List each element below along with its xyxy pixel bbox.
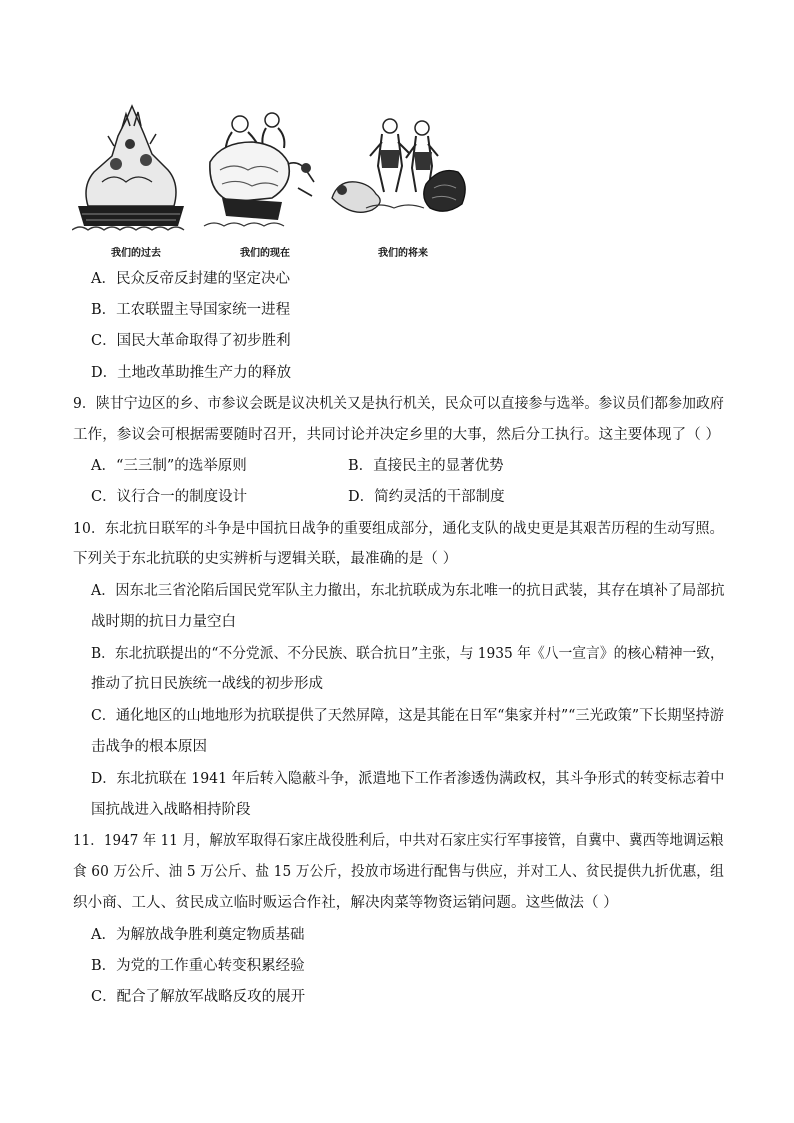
q10-option-a-line-1: A．因东北三省沦陷后国民党军队主力撤出，东北抗联成为东北唯一的抗日武装，其存在填补了局部抗 bbox=[91, 583, 725, 599]
q10-option-d-line-1: D．东北抗联在 1941 年后转入隐蔽斗争，派遣地下工作者渗透伪满政权，其斗争形式的转变标志着中 bbox=[91, 771, 725, 787]
q9-option-a: A．“三三制”的选举原则 bbox=[91, 458, 247, 474]
q11-stem-line-1: 11．1947 年 11 月，解放军取得石家庄战役胜利后，中共对石家庄实行军事接管，自冀中、冀西等地调运粮 bbox=[73, 833, 724, 849]
q11-stem-line-3: 织小商、工人、贫民成立临时贩运合作社，解决肉菜等物资运销问题。这些做法（ ） bbox=[73, 895, 618, 911]
q8-option-c: C．国民大革命取得了初步胜利 bbox=[91, 333, 291, 349]
q10-option-b-line-1: B．东北抗联提出的“不分党派、不分民族、联合抗日”主张，与 1935 年《八一宣言》的核心精神一致， bbox=[91, 646, 724, 662]
cartoon-future-image bbox=[326, 112, 470, 222]
q9-option-b: B．直接民主的显著优势 bbox=[348, 458, 504, 474]
cartoon-present-image bbox=[202, 98, 322, 240]
q8-option-a: A．民众反帝反封建的坚定决心 bbox=[91, 271, 290, 287]
q10-option-c-line-2: 击战争的根本原因 bbox=[91, 739, 207, 755]
q9-option-c: C．议行合一的制度设计 bbox=[91, 489, 248, 505]
q8-option-b: B．工农联盟主导国家统一进程 bbox=[91, 302, 291, 318]
caption-future: 我们的将来 bbox=[378, 248, 428, 259]
q11-option-c: C．配合了解放军战略反攻的展开 bbox=[91, 989, 306, 1005]
q10-option-d-line-2: 国抗战进入战略相持阶段 bbox=[91, 802, 251, 818]
caption-present: 我们的现在 bbox=[240, 248, 290, 259]
q11-option-a: A．为解放战争胜利奠定物质基础 bbox=[91, 927, 305, 943]
q9-option-d: D．简约灵活的干部制度 bbox=[348, 489, 505, 505]
q10-option-c-line-1: C．通化地区的山地地形为抗联提供了天然屏障，这是其能在日军“集家并村”“三光政策”下长期坚持游 bbox=[91, 708, 724, 724]
q10-stem-line-2: 下列关于东北抗联的史实辨析与逻辑关联，最准确的是（ ） bbox=[73, 551, 458, 567]
q10-option-a-line-2: 战时期的抗日力量空白 bbox=[91, 614, 236, 630]
q11-stem-line-2: 食 60 万公斤、油 5 万公斤、盐 15 万公斤，投放市场进行配售与供应，并对工人、贫民提供九折优惠，组 bbox=[73, 864, 724, 880]
caption-past: 我们的过去 bbox=[111, 248, 161, 259]
cartoon-past-image bbox=[72, 98, 190, 240]
q9-stem-line-1: 9．陕甘宁边区的乡、市参议会既是议决机关又是执行机关，民众可以直接参与选举。参议员们都参加政府 bbox=[73, 396, 724, 412]
q8-option-d: D．土地改革助推生产力的释放 bbox=[91, 365, 292, 381]
q10-stem-line-1: 10．东北抗日联军的斗争是中国抗日战争的重要组成部分，通化支队的战史更是其艰苦历程的生动写照。 bbox=[73, 521, 724, 537]
q11-option-b: B．为党的工作重心转变积累经验 bbox=[91, 958, 305, 974]
q9-stem-line-2: 工作，参议会可根据需要随时召开，共同讨论并决定乡里的大事，然后分工执行。这主要体现了（ ） bbox=[73, 427, 721, 443]
q10-option-b-line-2: 推动了抗日民族统一战线的初步形成 bbox=[91, 676, 323, 692]
